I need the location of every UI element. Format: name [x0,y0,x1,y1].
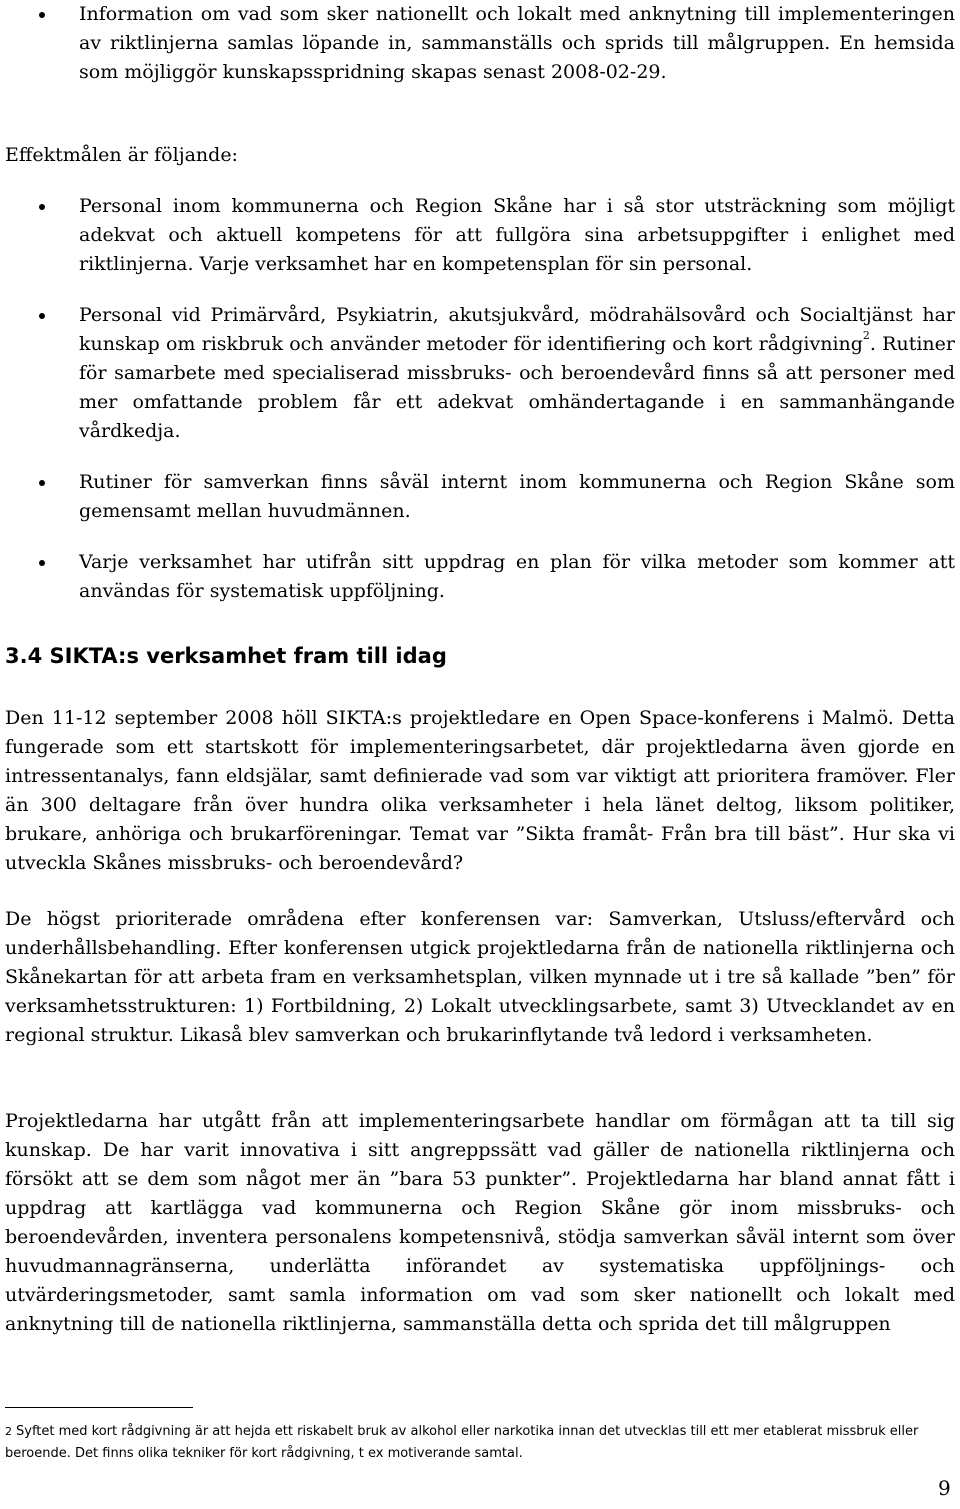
bullet-text: Information om vad som sker nationellt och lokalt med anknytning till implementeringen av riktlinjerna samlas löpande in, sammanställs och sprids till målgruppen. En hemsida som möjliggör kunskapsspridning skapas senast 2008-02-29. [79,3,955,83]
effektmal-bullet-list [5,192,955,628]
bullet-dot-icon [39,560,45,566]
body-paragraph: Projektledarna har utgått från att implementeringsarbete handlar om förmågan att ta till sig kunskap. De har varit innovativa i sitt angreppssätt vad gäller de nationella riktlinjerna och försökt att se dem som något mer än ”bara 53 punkter”. Projektledarna har bland annat fått i uppdrag att kartlägga vad kommunerna och Region Skåne gör inom missbruks- och beroendevården, inventera personalens kompetensnivå, stödja samverkan såväl internt som över huvudmannagränserna, underlätta införandet av systematiska uppföljnings- och utvärderingsmetoder, samt samla information om vad som sker nationellt och lokalt med anknytning till de nationella riktlinjerna, sammanställa detta och sprida det till målgruppen [5,1110,955,1335]
footnote [5,1421,955,1465]
bullet-text [79,304,955,442]
bullet-text: Varje verksamhet har utifrån sitt uppdrag en plan för vilka metoder som kommer att användas för systematisk uppföljning. [79,551,955,602]
page-number: 9 [938,1476,951,1500]
bullet-text: Personal inom kommunerna och Region Skåne har i så stor utsträckning som möjligt adekvat och aktuell kompetens för att fullgöra sina arbetsuppgifter i enlighet med riktlinjerna. Varje verksamhet har en kompetensplan för sin personal. [79,195,955,275]
bullet-item [5,548,955,606]
section-heading: 3.4 SIKTA:s verksamhet fram till idag [5,644,447,668]
bullet-item [5,301,955,446]
bullet-text: Rutiner för samverkan finns såväl internt inom kommunerna och Region Skåne som gemensamt mellan huvudmännen. [79,471,955,522]
footnote-text: Syftet med kort rådgivning är att hejda ett riskabelt bruk av alkohol eller narkotika innan det utvecklas till ett mer etablerat missbruk eller beroende. Det finns olika tekniker för kort rådgivning, t ex motiverande samtal. [5,1424,919,1461]
footnote-marker: 2 [5,1425,12,1438]
bullet-dot-icon [39,313,45,319]
bullet-item [5,0,955,87]
bullet-item [5,192,955,279]
body-paragraph: De högst prioriterade områdena efter konferensen var: Samverkan, Utsluss/eftervård och underhållsbehandling. Efter konferensen utgick projektledarna från de nationella riktlinjerna och Skånekartan för att arbeta fram en verksamhetsplan, vilken mynnade ut i tre så kallade ”ben” för verksamhetsstrukturen: 1) Fortbildning, 2) Lokalt utvecklingsarbete, samt 3) Utvecklandet av en regional struktur. Likaså blev samverkan och brukarinflytande två ledord i verksamheten. [5,908,955,1046]
bullet-dot-icon [39,204,45,210]
effektmal-heading: Effektmålen är följande: [5,144,238,166]
bullet-text-part: . Rutiner för samarbete med specialiserad missbruks- och beroendevård finns så att personer med mer omfattande problem får ett adekvat omhändertagande i en sammanhängande vårdkedja. [79,333,955,442]
intro-bullet-list [5,0,955,87]
footnote-reference[interactable]: 2 [862,329,870,342]
bullet-dot-icon [39,480,45,486]
footnote-divider [5,1407,193,1408]
bullet-text-part: Personal vid Primärvård, Psykiatrin, akutsjukvård, mödrahälsovård och Socialtjänst har kunskap om riskbruk och använder metoder för identifiering och kort rådgivning [79,304,955,355]
body-paragraph: Den 11-12 september 2008 höll SIKTA:s projektledare en Open Space-konferens i Malmö. Detta fungerade som ett startskott för implementeringsarbetet, där projektledarna även gjorde en intressentanalys, fann eldsjälar, samt definierade vad som var viktigt att prioritera framöver. Fler än 300 deltagare från över hundra olika verksamheter i hela länet deltog, liksom politiker, brukare, anhöriga och brukarföreningar. Temat var ”Sikta framåt- Från bra till bäst”. Hur ska vi utveckla Skånes missbruks- och beroendevård? [5,707,955,874]
bullet-dot-icon [39,12,45,18]
bullet-item [5,468,955,526]
